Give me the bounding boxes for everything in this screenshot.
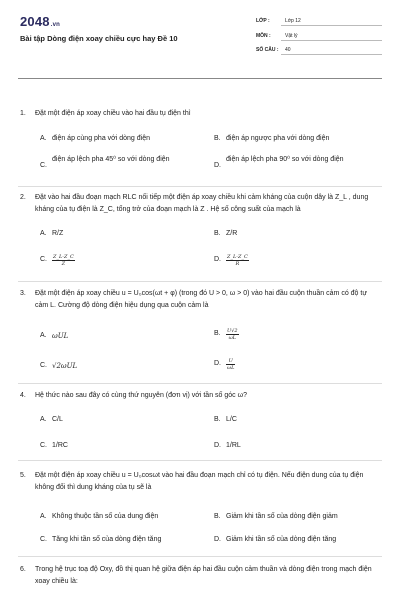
option-letter: C.	[40, 362, 47, 369]
option-letter: D.	[214, 162, 221, 169]
option-text: 1/RL	[226, 442, 241, 449]
question-divider	[18, 460, 382, 461]
question-text: Đặt vào hai đầu đoạn mạch RLC nối tiếp một điện áp xoay chiều khi cảm kháng của cuộn dây là Z_L , dung kháng của tụ điện là Z_C, tổng trở của đoạn mạch là Z . Hệ số công suất của mạch là	[35, 194, 369, 213]
option-text: điện áp lệch pha 90⁰ so với dòng điện	[226, 156, 344, 163]
meta-underline	[281, 54, 382, 55]
document-header	[0, 0, 400, 78]
fraction	[226, 358, 235, 371]
brand-name: 2048	[20, 14, 50, 29]
option-letter: C.	[40, 442, 47, 449]
meta-underline	[281, 40, 382, 41]
option-letter: C.	[40, 256, 47, 263]
question-text: Đặt một điện áp xoay chiều u = U₀cos(ωt + φ) (trong đó U > 0, ω > 0) vào hai đầu cuộn thuần cảm có độ tự cảm L. Cường độ dòng điện hiệu dụng qua cuộn cảm là	[35, 290, 368, 309]
option-letter: B.	[214, 416, 221, 423]
option-text: C/L	[52, 416, 63, 423]
option-text: 1/RC	[52, 442, 68, 449]
option-letter: B.	[214, 135, 221, 142]
option-letter: A.	[40, 513, 47, 520]
question-divider	[18, 281, 382, 282]
option-letter: C.	[40, 536, 47, 543]
question-text: Trong hệ trục toạ độ Oxy, đồ thị quan hệ giữa điện áp hai đầu cuộn cảm thuần và dòng điện trong mạch điện xoay chiều là:	[35, 566, 372, 585]
document-title: Bài tập Dòng điện xoay chiều cực hay Đề 10	[20, 34, 178, 43]
fraction-denominator: ωL	[227, 365, 235, 371]
fraction-numerator: U√2	[227, 328, 238, 334]
option-text: Giảm khi tần số của dòng điện tăng	[226, 536, 337, 543]
question-number: 5.	[20, 472, 26, 479]
meta-value: 40	[285, 47, 291, 53]
option-text: điện áp lệch pha 45⁰ so với dòng điện	[52, 156, 170, 163]
option-letter: B.	[214, 330, 221, 337]
fraction	[226, 254, 249, 267]
option-text: Tăng khi tần số của dòng điện tăng	[52, 536, 162, 543]
option-text: Z/R	[226, 230, 238, 237]
option-letter: B.	[214, 230, 221, 237]
fraction-denominator: R	[235, 261, 240, 267]
option-letter: D.	[214, 360, 221, 367]
option-letter: A.	[40, 416, 47, 423]
header-divider	[18, 78, 382, 79]
option-letter: D.	[214, 256, 221, 263]
option-text: ωUL	[52, 332, 69, 340]
meta-label: LỚP :	[256, 18, 270, 24]
option-text: Giảm khi tần số của dòng điện giảm	[226, 513, 338, 520]
option-text: điện áp cùng pha với dòng điện	[52, 135, 150, 142]
meta-label: SỐ CÂU :	[256, 47, 279, 53]
option-text: L/C	[226, 416, 237, 423]
question-number: 3.	[20, 290, 26, 297]
fraction	[226, 328, 239, 341]
option-letter: A.	[40, 230, 47, 237]
option-text: Không thuộc tần số của dung điện	[52, 513, 159, 520]
option-text: R/Z	[52, 230, 64, 237]
question-divider	[18, 556, 382, 557]
fraction-denominator: ωL	[228, 335, 236, 341]
brand-logo[interactable]	[20, 14, 60, 29]
option-letter: C.	[40, 162, 47, 169]
fraction-numerator: Z_L-Z_C	[227, 254, 248, 260]
question-divider	[18, 383, 382, 384]
brand-suffix: .vn	[50, 22, 61, 28]
question-divider	[18, 186, 382, 187]
fraction-numerator: U	[226, 358, 235, 365]
question-number: 1.	[20, 110, 26, 117]
question-number: 4.	[20, 392, 26, 399]
option-letter: D.	[214, 536, 221, 543]
meta-value: Lớp 12	[285, 18, 301, 24]
question-text: Hệ thức nào sau đây có cùng thứ nguyên (đơn vị) với tần số góc ω?	[35, 392, 247, 399]
fraction-denominator: Z	[61, 261, 66, 267]
question-text: Đặt một điện áp xoay chiều u = U₀cosωt vào hai đầu đoạn mạch chỉ có tụ điện. Nếu điện dung của tụ điện không đổi thì dung kháng của tụ sẽ là	[35, 472, 364, 491]
question-number: 6.	[20, 566, 26, 573]
option-text: √2ωUL	[52, 362, 78, 370]
fraction-numerator: Z_L-Z_C	[53, 254, 74, 260]
meta-value: Vật lý	[285, 33, 298, 39]
option-letter: A.	[40, 135, 47, 142]
option-letter: D.	[214, 442, 221, 449]
meta-underline	[281, 25, 382, 26]
option-text: điện áp ngược pha với dòng điện	[226, 135, 330, 142]
question-text: Đặt một điện áp xoay chiều vào hai đầu tụ điện thì	[35, 110, 191, 117]
option-letter: B.	[214, 513, 221, 520]
meta-label: MÔN :	[256, 33, 271, 39]
fraction	[52, 254, 75, 267]
option-letter: A.	[40, 332, 47, 339]
question-number: 2.	[20, 194, 26, 201]
